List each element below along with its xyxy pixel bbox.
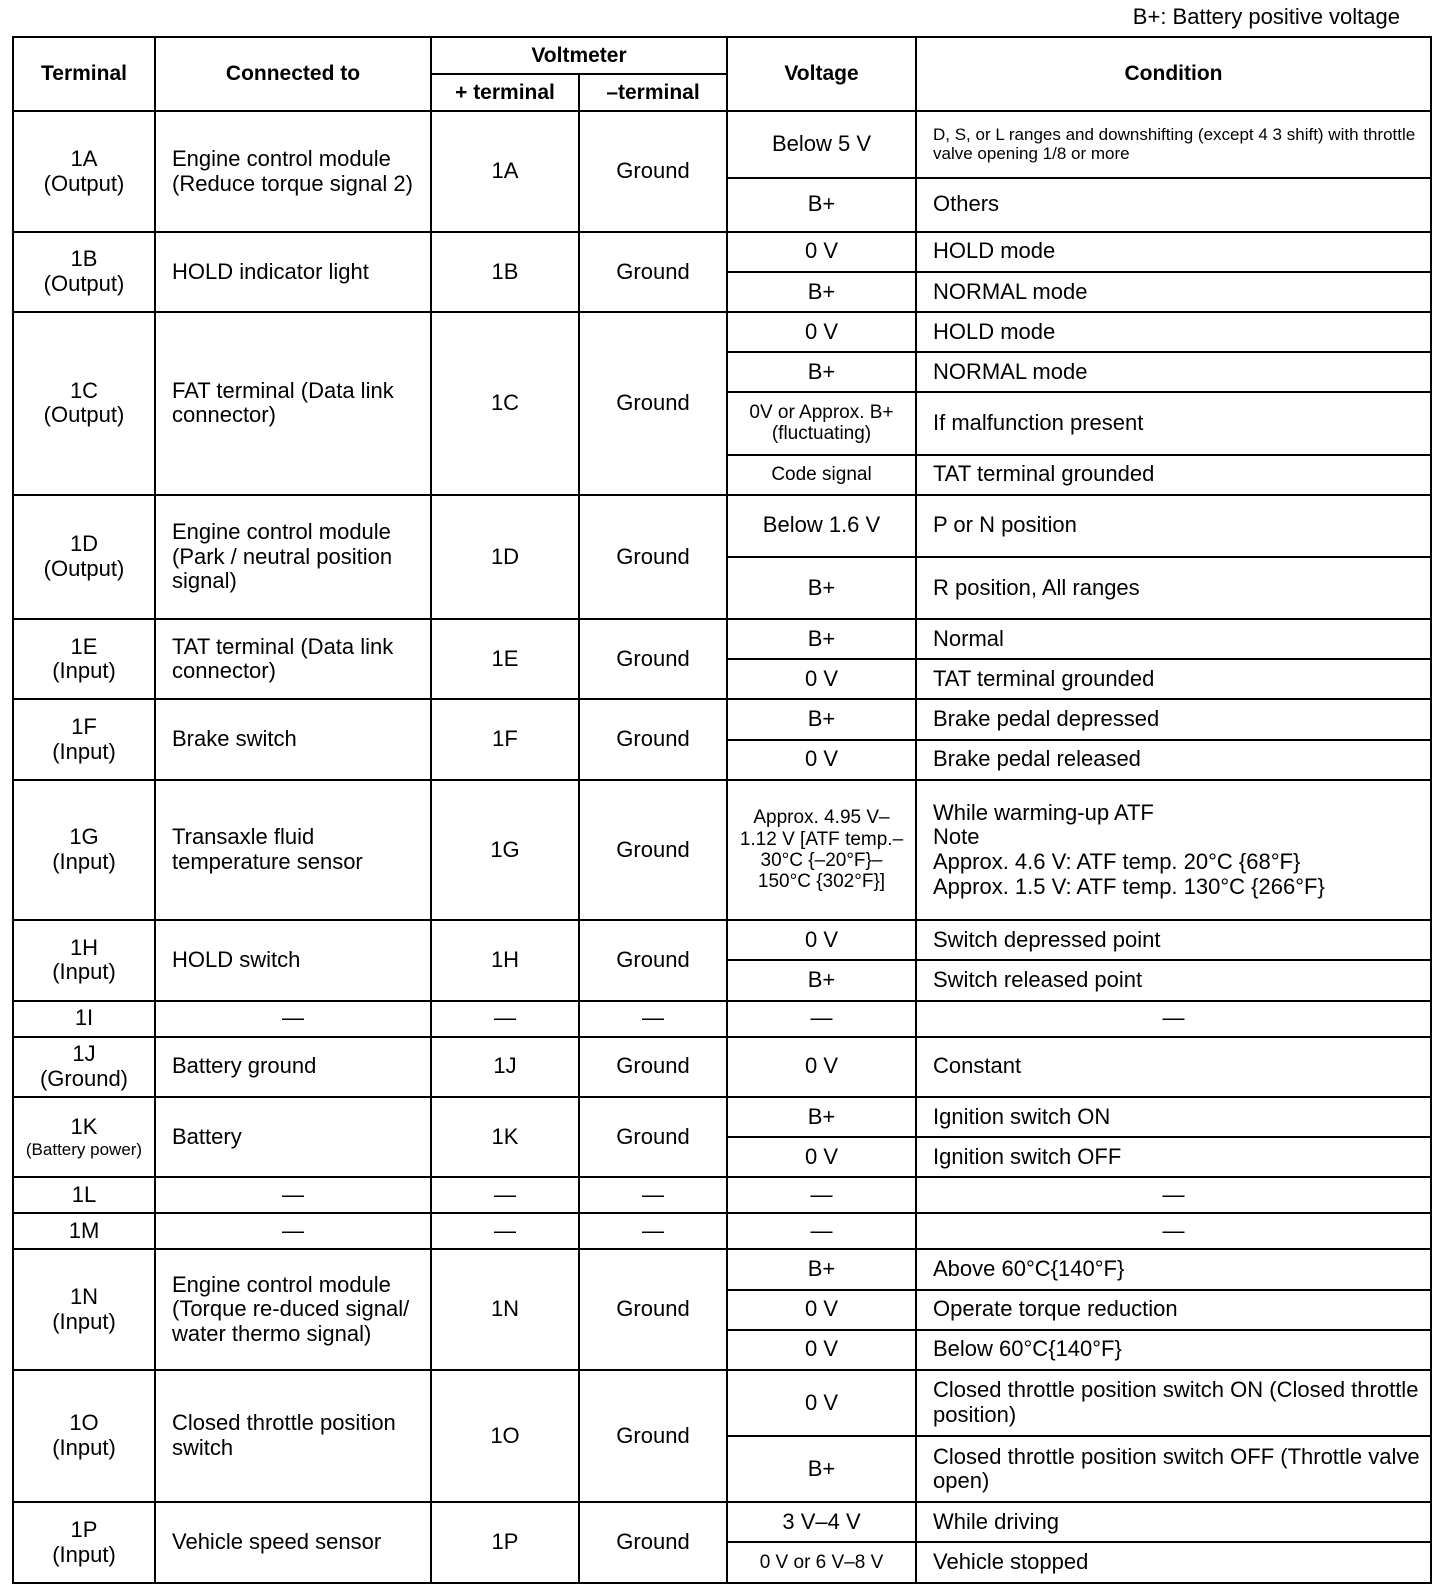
table-row: [13, 1177, 1431, 1213]
terminal-type: (Battery power): [25, 1139, 143, 1159]
plus-terminal-cell: 1K: [431, 1097, 579, 1177]
connected-to-cell: Engine control module (Torque re-duced signal/ water thermo signal): [155, 1249, 431, 1369]
voltage-cell: 0 V: [727, 1137, 916, 1177]
connected-to-cell: Engine control module (Reduce torque signal 2): [155, 111, 431, 231]
header-minus-terminal: –terminal: [579, 74, 727, 111]
condition-cell: TAT terminal grounded: [916, 455, 1431, 495]
voltage-cell: B+: [727, 352, 916, 392]
table-row: [13, 619, 1431, 659]
table-row: [13, 1097, 1431, 1137]
voltage-cell: 0 V or 6 V–8 V: [727, 1542, 916, 1583]
voltage-cell: B+: [727, 1436, 916, 1502]
table-row: [13, 232, 1431, 272]
voltage-cell: Below 1.6 V: [727, 495, 916, 557]
header-voltmeter: Voltmeter: [431, 37, 727, 74]
condition-cell: D, S, or L ranges and downshifting (except 4 3 shift) with throttle valve opening 1/8 or more: [916, 111, 1431, 177]
terminal-id: 1O: [69, 1410, 99, 1436]
plus-terminal-cell: 1J: [431, 1037, 579, 1097]
terminal-type: (Input): [52, 1435, 116, 1461]
table-row: [13, 1037, 1431, 1097]
plus-terminal-cell: 1F: [431, 699, 579, 779]
voltage-cell: —: [727, 1213, 916, 1249]
connected-to-cell: TAT terminal (Data link connector): [155, 619, 431, 699]
voltage-cell: 0 V: [727, 312, 916, 352]
terminal-cell: [13, 232, 155, 312]
plus-terminal-cell: 1N: [431, 1249, 579, 1369]
terminal-cell: [13, 1502, 155, 1583]
condition-cell: NORMAL mode: [916, 352, 1431, 392]
terminal-cell: [13, 920, 155, 1000]
terminal-type: (Input): [52, 1541, 116, 1567]
terminal-id: 1A: [70, 145, 98, 171]
connected-to-cell: Closed throttle position switch: [155, 1370, 431, 1503]
condition-cell: R position, All ranges: [916, 557, 1431, 619]
terminal-id: 1I: [13, 1001, 155, 1037]
voltage-cell: 0 V: [727, 1370, 916, 1436]
terminal-type: (Input): [52, 738, 116, 764]
terminal-type: (Output): [43, 555, 125, 581]
condition-cell: Ignition switch OFF: [916, 1137, 1431, 1177]
terminal-type: (Output): [43, 170, 125, 196]
terminal-id: 1H: [69, 934, 99, 960]
table-row: [13, 1502, 1431, 1542]
voltage-cell: 0 V: [727, 1330, 916, 1370]
terminal-cell: [13, 312, 155, 495]
terminal-cell: [13, 780, 155, 921]
terminal-id: 1K: [70, 1114, 98, 1140]
condition-cell: Vehicle stopped: [916, 1542, 1431, 1583]
minus-terminal-cell: Ground: [579, 111, 727, 231]
minus-terminal-cell: —: [579, 1177, 727, 1213]
plus-terminal-cell: —: [431, 1213, 579, 1249]
terminal-voltage-table: [12, 36, 1432, 1584]
voltage-cell: 0 V: [727, 920, 916, 960]
condition-cell: [916, 780, 1431, 921]
connected-to-cell: HOLD indicator light: [155, 232, 431, 312]
connected-to-cell: —: [155, 1213, 431, 1249]
minus-terminal-cell: Ground: [579, 312, 727, 495]
plus-terminal-cell: 1A: [431, 111, 579, 231]
voltage-cell: B+: [727, 619, 916, 659]
condition-cell: Closed throttle position switch ON (Closed throttle position): [916, 1370, 1431, 1436]
condition-line: Note: [933, 824, 980, 850]
condition-cell: NORMAL mode: [916, 272, 1431, 312]
voltage-cell: —: [727, 1001, 916, 1037]
condition-cell: Others: [916, 178, 1431, 232]
terminal-type: (Input): [52, 848, 116, 874]
voltage-cell: —: [727, 1177, 916, 1213]
terminal-id: 1M: [13, 1213, 155, 1249]
minus-terminal-cell: Ground: [579, 1249, 727, 1369]
terminal-cell: [13, 1370, 155, 1503]
voltage-cell: 0 V: [727, 659, 916, 699]
minus-terminal-cell: Ground: [579, 232, 727, 312]
terminal-id: 1F: [71, 713, 97, 739]
voltage-cell: B+: [727, 178, 916, 232]
minus-terminal-cell: Ground: [579, 1370, 727, 1503]
plus-terminal-cell: —: [431, 1001, 579, 1037]
terminal-id: 1L: [13, 1177, 155, 1213]
connected-to-cell: FAT terminal (Data link connector): [155, 312, 431, 495]
table-row: [13, 780, 1431, 921]
voltage-cell: 0 V: [727, 232, 916, 272]
condition-cell: Operate torque reduction: [916, 1290, 1431, 1330]
minus-terminal-cell: Ground: [579, 780, 727, 921]
condition-cell: P or N position: [916, 495, 1431, 557]
terminal-id: 1G: [69, 824, 99, 850]
terminal-id: 1J: [72, 1041, 96, 1067]
voltage-cell: 0V or Approx. B+ (fluctuating): [727, 392, 916, 454]
voltage-cell: B+: [727, 699, 916, 739]
plus-terminal-cell: 1E: [431, 619, 579, 699]
terminal-id: 1C: [69, 377, 99, 403]
voltage-cell: Below 5 V: [727, 111, 916, 177]
plus-terminal-cell: 1H: [431, 920, 579, 1000]
terminal-cell: [13, 699, 155, 779]
condition-cell: If malfunction present: [916, 392, 1431, 454]
connected-to-cell: Transaxle fluid temperature sensor: [155, 780, 431, 921]
voltage-cell: Approx. 4.95 V–1.12 V [ATF temp.–30°C {–20°F}–150°C {302°F}]: [727, 780, 916, 921]
voltage-cell: 0 V: [727, 740, 916, 780]
terminal-type: (Output): [43, 270, 125, 296]
terminal-type: (Output): [43, 402, 125, 428]
terminal-id: 1P: [70, 1517, 98, 1543]
minus-terminal-cell: Ground: [579, 699, 727, 779]
connected-to-cell: —: [155, 1177, 431, 1213]
plus-terminal-cell: —: [431, 1177, 579, 1213]
condition-cell: HOLD mode: [916, 312, 1431, 352]
plus-terminal-cell: 1O: [431, 1370, 579, 1503]
condition-cell: Switch depressed point: [916, 920, 1431, 960]
terminal-type: (Input): [52, 959, 116, 985]
condition-cell: Ignition switch ON: [916, 1097, 1431, 1137]
terminal-cell: [13, 619, 155, 699]
condition-cell: —: [916, 1213, 1431, 1249]
table-row: [13, 111, 1431, 177]
connected-to-cell: Battery ground: [155, 1037, 431, 1097]
plus-terminal-cell: 1C: [431, 312, 579, 495]
condition-cell: Above 60°C{140°F}: [916, 1249, 1431, 1289]
voltage-cell: B+: [727, 272, 916, 312]
header-plus-terminal: + terminal: [431, 74, 579, 111]
condition-line: While warming-up ATF: [933, 799, 1154, 825]
plus-terminal-cell: 1D: [431, 495, 579, 619]
terminal-type: (Ground): [39, 1065, 129, 1091]
minus-terminal-cell: Ground: [579, 920, 727, 1000]
condition-line: Approx. 4.6 V: ATF temp. 20°C {68°F}: [933, 848, 1301, 874]
condition-cell: HOLD mode: [916, 232, 1431, 272]
connected-to-cell: Brake switch: [155, 699, 431, 779]
voltage-cell: Code signal: [727, 455, 916, 495]
plus-terminal-cell: 1B: [431, 232, 579, 312]
connected-to-cell: Engine control module (Park / neutral position signal): [155, 495, 431, 619]
terminal-cell: [13, 1037, 155, 1097]
table-row: [13, 1249, 1431, 1289]
condition-cell: —: [916, 1177, 1431, 1213]
condition-cell: Below 60°C{140°F}: [916, 1330, 1431, 1370]
voltage-cell: 0 V: [727, 1290, 916, 1330]
connected-to-cell: —: [155, 1001, 431, 1037]
terminal-cell: [13, 1097, 155, 1177]
minus-terminal-cell: Ground: [579, 495, 727, 619]
header-terminal: Terminal: [13, 37, 155, 111]
minus-terminal-cell: —: [579, 1213, 727, 1249]
voltage-cell: B+: [727, 1249, 916, 1289]
terminal-cell: [13, 495, 155, 619]
connected-to-cell: HOLD switch: [155, 920, 431, 1000]
terminal-id: 1B: [70, 246, 98, 272]
condition-cell: —: [916, 1001, 1431, 1037]
terminal-type: (Input): [52, 1308, 116, 1334]
minus-terminal-cell: Ground: [579, 1097, 727, 1177]
plus-terminal-cell: 1P: [431, 1502, 579, 1583]
table-row: [13, 312, 1431, 352]
minus-terminal-cell: Ground: [579, 1037, 727, 1097]
condition-cell: Switch released point: [916, 960, 1431, 1000]
table-row: [13, 920, 1431, 960]
terminal-id: 1N: [69, 1283, 99, 1309]
condition-cell: Brake pedal released: [916, 740, 1431, 780]
connected-to-cell: Vehicle speed sensor: [155, 1502, 431, 1583]
condition-cell: While driving: [916, 1502, 1431, 1542]
minus-terminal-cell: Ground: [579, 619, 727, 699]
connected-to-cell: Battery: [155, 1097, 431, 1177]
table-row: [13, 1001, 1431, 1037]
voltage-cell: B+: [727, 960, 916, 1000]
voltage-cell: 3 V–4 V: [727, 1502, 916, 1542]
terminal-cell: [13, 1249, 155, 1369]
terminal-id: 1E: [70, 633, 98, 659]
minus-terminal-cell: Ground: [579, 1502, 727, 1583]
terminal-id: 1D: [69, 531, 99, 557]
terminal-type: (Input): [52, 658, 116, 684]
header-condition: Condition: [916, 37, 1431, 111]
condition-cell: TAT terminal grounded: [916, 659, 1431, 699]
terminal-cell: [13, 111, 155, 231]
table-row: [13, 1213, 1431, 1249]
minus-terminal-cell: —: [579, 1001, 727, 1037]
voltage-cell: B+: [727, 557, 916, 619]
condition-line: Approx. 1.5 V: ATF temp. 130°C {266°F}: [933, 873, 1325, 899]
plus-terminal-cell: 1G: [431, 780, 579, 921]
condition-cell: Constant: [916, 1037, 1431, 1097]
voltage-cell: 0 V: [727, 1037, 916, 1097]
table-row: [13, 699, 1431, 739]
table-row: [13, 1370, 1431, 1436]
header-connected-to: Connected to: [155, 37, 431, 111]
table-row: [13, 495, 1431, 557]
condition-cell: Closed throttle position switch OFF (Throttle valve open): [916, 1436, 1431, 1502]
condition-cell: Brake pedal depressed: [916, 699, 1431, 739]
header-voltage: Voltage: [727, 37, 916, 111]
condition-cell: Normal: [916, 619, 1431, 659]
voltage-cell: B+: [727, 1097, 916, 1137]
battery-note: B+: Battery positive voltage: [1132, 4, 1400, 29]
